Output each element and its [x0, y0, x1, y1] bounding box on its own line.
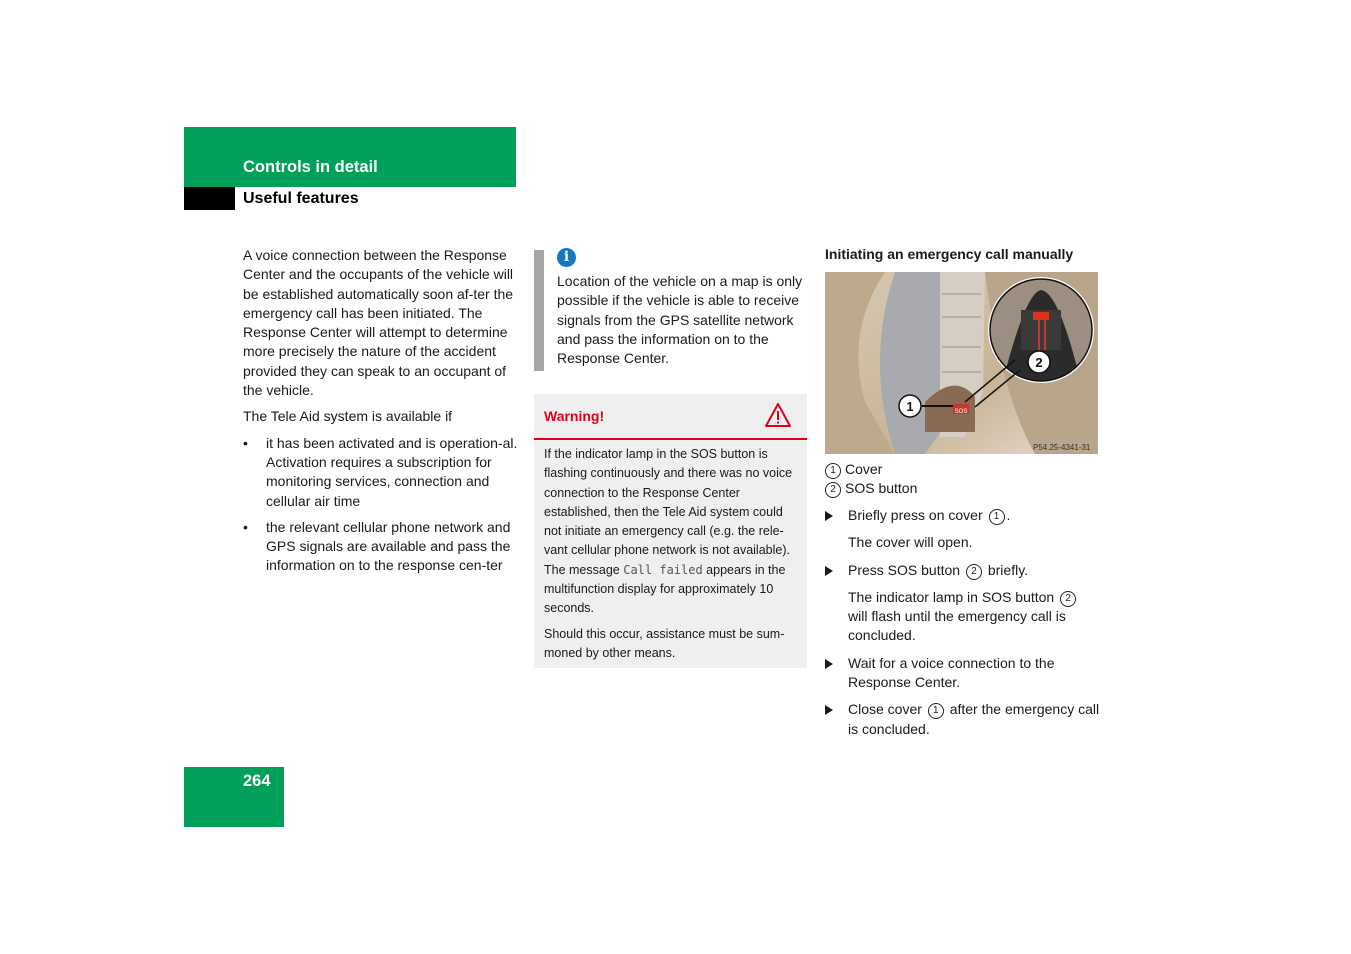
list-item: • it has been activated and is operation-al. Activation requires a subscription for monitoring services, connection and cellular air time [243, 434, 518, 509]
procedure-steps [825, 506, 1100, 747]
sos-button-photo [825, 272, 1098, 454]
callout-1: 1 [906, 399, 914, 414]
warning-paragraph: If the indicator lamp in the SOS button is flashing continuously and there was no voice connection to the Response Center established, then the Tele Aid system could not initiate an emergency call (e.g. the rele-vant cellular phone network is not available). The message Call failed appears in the multifunction display for approximately 10 seconds. [544, 447, 793, 616]
warning-text [544, 445, 800, 669]
number-badge: 2 [825, 482, 841, 498]
step-item: Press SOS button 2 briefly. [825, 561, 1100, 580]
number-badge: 1 [928, 703, 944, 719]
step-item: Close cover 1 after the emergency call is concluded. [825, 700, 1100, 739]
step-result: The indicator lamp in SOS button 2 will flash until the emergency call is concluded. [825, 588, 1100, 646]
callout-2: 2 [1035, 355, 1043, 370]
body-column-1 [243, 246, 523, 583]
step-arrow-icon [825, 659, 833, 669]
number-badge: 1 [989, 509, 1005, 525]
step-item: Briefly press on cover 1 . [825, 506, 1100, 525]
step-arrow-icon [825, 705, 833, 715]
step-arrow-icon [825, 511, 833, 521]
availability-list [243, 434, 523, 576]
legend-item: 1 Cover [825, 460, 1100, 479]
header-marker [184, 187, 235, 210]
number-badge: 1 [825, 463, 841, 479]
step-item: Wait for a voice connection to the Response Center. [825, 654, 1100, 693]
bullet-icon: • [243, 434, 248, 451]
info-sidebar [534, 250, 544, 371]
paragraph-voice-connection: A voice connection between the Response Center and the occupants of the vehicle will be established automatically soon af-ter the emergency call has been initiated. The Response Center will attempt to determine more precisely the nature of the accident provided they can speak to an occupant of the vehicle. [243, 247, 514, 399]
image-code: P54.25-4341-31 [1033, 443, 1091, 452]
bullet-icon: • [243, 518, 248, 535]
legend-item: 2 SOS button [825, 479, 1100, 498]
number-badge: 2 [1060, 591, 1076, 607]
step-arrow-icon [825, 566, 833, 576]
procedure-heading: Initiating an emergency call manually [825, 246, 1074, 262]
header-bar [184, 127, 516, 187]
page-number: 264 [243, 772, 271, 790]
warning-paragraph: Should this occur, assistance must be sum-moned by other means. [544, 626, 785, 660]
section-title: Controls in detail [243, 158, 378, 176]
step-result: The cover will open. [848, 534, 973, 551]
warning-label: Warning! [544, 408, 605, 424]
paragraph-availability: The Tele Aid system is available if [243, 408, 453, 425]
info-text: Location of the vehicle on a map is only possible if the vehicle is able to receive signals from the GPS satellite network and pass the information on to the Response Center. [557, 273, 803, 367]
display-message: Call failed [623, 562, 703, 577]
photo-legend [825, 460, 1100, 499]
info-icon: i [557, 248, 576, 267]
subsection-title: Useful features [243, 190, 359, 207]
list-item: • the relevant cellular phone network and GPS signals are available and pass the information on to the response cen-ter [243, 518, 511, 574]
warning-triangle-icon [764, 402, 792, 428]
number-badge: 2 [966, 564, 982, 580]
sos-label: SOS [954, 409, 968, 415]
